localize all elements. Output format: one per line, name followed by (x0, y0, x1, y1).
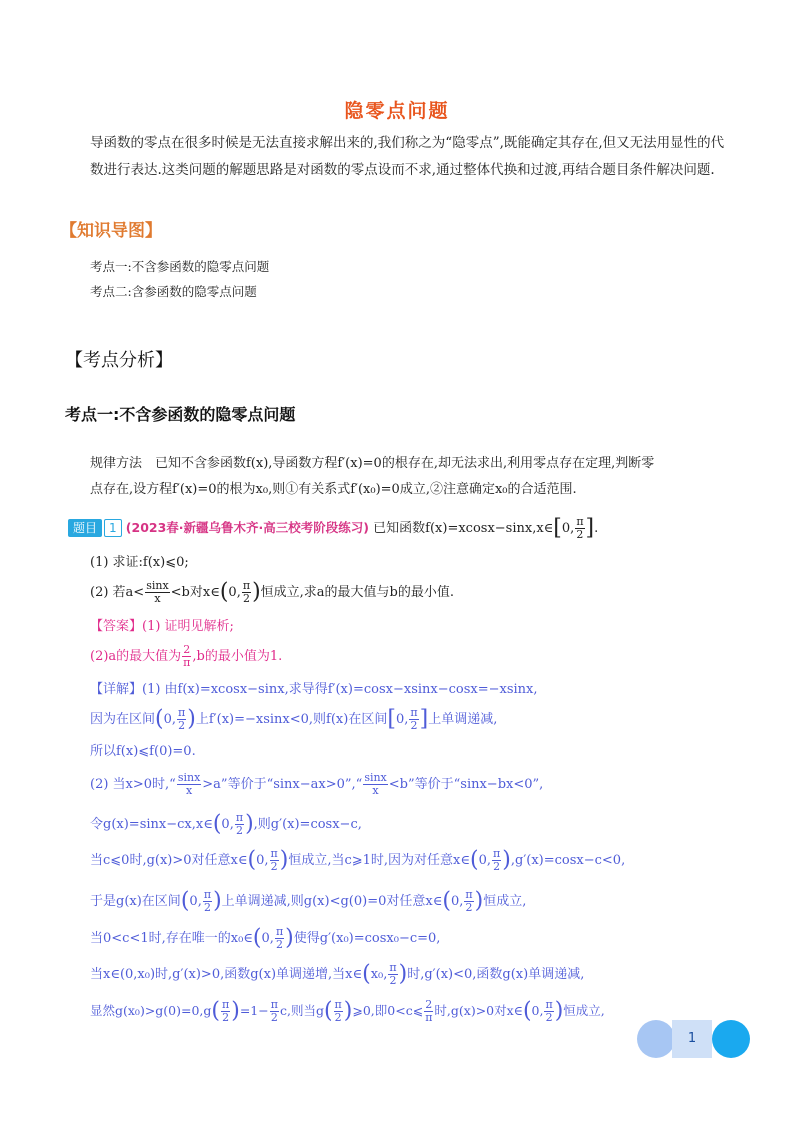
paren-close: ) (554, 998, 564, 1024)
method-line-2: 点存在,设方程f′(x)=0的根为x₀,则①有关系式f′(x₀)=0成立,②注意确定x₀的合适范围. (90, 482, 577, 497)
toc-item-1: 考点一:不含参函数的隐零点问题 (90, 259, 270, 274)
frac-den: 2 (576, 528, 584, 541)
frac-num: π (576, 515, 584, 528)
interval-zero: 0 (478, 853, 487, 868)
paren-open: ( (470, 847, 479, 873)
question-tag: 题目 (68, 519, 102, 537)
interval-zero: 0 (221, 817, 230, 832)
detail-7b: 上单调递减,则g(x)<g(0)=0对任意x∈ (221, 894, 443, 909)
frac-num: π (545, 998, 553, 1011)
detail-10e: 时,g(x)>0对x∈ (434, 1003, 523, 1018)
part-1: (1) 求证:f(x)⩽0; (90, 555, 189, 570)
detail-line-3: 所以f(x)⩽f(0)=0. (90, 744, 196, 759)
detail-2c: 上单调递减, (428, 712, 498, 727)
detail-4a: (2) 当x>0时,“ (90, 777, 176, 792)
frac-num: π (275, 925, 284, 938)
frac-num: π (465, 888, 473, 901)
frac-num: π (493, 847, 501, 860)
answer-2b: ,b的最小值为1. (192, 649, 283, 664)
frac-den: 2 (389, 974, 397, 987)
interval-zero: 0 (228, 585, 237, 600)
part2-c: 恒成立,求a的最大值与b的最小值. (260, 585, 455, 600)
answer-2a: (2)a的最大值为 (90, 649, 182, 664)
detail-2a: 因为在区间 (90, 712, 156, 727)
sinx-over-x (145, 580, 169, 605)
detail-6b: 恒成立,当c⩾1时,因为对任意x∈ (288, 853, 471, 868)
section-analysis: 【考点分析】 (65, 350, 173, 371)
toc-item-2: 考点二:含参函数的隐零点问题 (90, 284, 257, 299)
sinx-over-x (363, 772, 387, 797)
pi-over-2 (242, 580, 251, 605)
detail-6a: 当c⩽0时,g(x)>0对任意x∈ (90, 853, 248, 868)
question-line: 题目 1 (2023春·新疆乌鲁木齐·高三校考阶段练习) 已知函数f(x)=xcosx−sinx,x∈[0, $\frac{\pi}{2}$ ]. (68, 516, 728, 541)
frac-den: 2 (178, 719, 186, 732)
paren-open: ( (211, 998, 220, 1024)
paren-open: ( (219, 579, 229, 605)
detail-line-6: 当c⩽0时,g(x)>0对任意x∈(0, $\frac{\pi}{2}$ )恒成立,当c⩾1时,因为对任意x∈(0, $\frac{\pi}{2}$ ),g′(x)=cosx−c<0, (90, 847, 626, 873)
detail-9b: 时,g′(x)<0,函数g(x)单调递减, (407, 967, 585, 982)
detail-10c: c,则当g (279, 1003, 324, 1018)
frac-den: 2 (276, 938, 284, 951)
detail-line-5: 令g(x)=sinx−cx,x∈(0, $\frac{\pi}{2}$ ),则g′(x)=cosx−c, (90, 811, 362, 837)
detail-line-1: 【详解】(1) 由f(x)=xcosx−sinx,求导得f′(x)=cosx−xsinx−cosx=−xsinx, (90, 682, 538, 697)
interval-open: [ (553, 515, 562, 541)
part2-a: (2) 若a< (90, 585, 145, 600)
frac-den: π (425, 1011, 433, 1024)
detail-5b: ,则g′(x)=cosx−c, (253, 817, 362, 832)
frac-num: π (235, 811, 244, 824)
interval-zero: 0 (531, 1003, 540, 1018)
detail-10b: =1− (239, 1003, 269, 1018)
frac-num: π (203, 888, 212, 901)
detail-line-8: 当0<c<1时,存在唯一的x₀∈(0, $\frac{\pi}{2}$ )使得g′(x₀)=cosx₀−c=0, (90, 925, 441, 951)
pi-over-2 (492, 848, 501, 873)
paren-open: ( (442, 888, 451, 914)
paren-close: ) (398, 961, 408, 987)
frac-num: π (178, 706, 186, 719)
frac-den: x (372, 784, 379, 797)
detail-line-10: 显然g(x₀)>g(0)=0,g( $\frac{\pi}{2}$ )=1− $\frac{\pi}{2}$ c,则当g( $\frac{\pi}{2}$ )⩾0,即0<c⩽ $\frac{2}{\pi}$ 时,g(x)>0对x∈(0, $\frac{\pi}{2}$ )恒成立, (90, 998, 605, 1024)
paren-close: ) (474, 888, 484, 914)
frac-num: π (334, 998, 342, 1011)
bracket-close: ] (419, 706, 429, 732)
detail-10f-text: 恒成立, (563, 1003, 605, 1018)
frac-den: 2 (203, 901, 211, 914)
paren-close: ) (213, 888, 222, 914)
detail-2b: 上f′(x)=−xsinx<0,则f(x)在区间 (195, 712, 388, 727)
detail-5a: 令g(x)=sinx−cx,x∈ (90, 817, 213, 832)
detail-7c: 恒成立, (483, 894, 527, 909)
frac-den: 2 (270, 860, 278, 873)
detail-10a: 显然g(x₀)>g(0)=0,g (90, 1003, 212, 1018)
frac-den: 2 (334, 1011, 342, 1024)
two-over-pi (424, 999, 433, 1024)
paren-open: ( (362, 961, 371, 987)
detail-7a: 于是g(x)在区间 (90, 894, 181, 909)
paren-close: ) (343, 998, 353, 1024)
paren-open: ( (180, 888, 190, 914)
pi-over-2 (177, 707, 186, 732)
paren-close: ) (252, 579, 261, 605)
interval-zero: 0 (450, 894, 460, 909)
paren-open: ( (155, 706, 164, 732)
pi-over-2 (464, 889, 473, 914)
pi-over-2 (575, 516, 584, 541)
pi-over-2 (544, 999, 553, 1024)
interval-zero: 0 (261, 931, 270, 946)
frac-num: π (389, 961, 397, 974)
frac-num: sinx (364, 771, 387, 784)
pi-over-2 (203, 889, 212, 914)
interval-zero: 0 (395, 712, 405, 727)
sinx-over-x (177, 772, 201, 797)
pi-over-2 (275, 926, 284, 951)
detail-line-2: 因为在区间(0, $\frac{\pi}{2}$ )上f′(x)=−xsinx<0,则f(x)在区间[0, $\frac{\pi}{2}$ ]上单调递减, (90, 706, 498, 732)
frac-den: x (154, 592, 161, 605)
question-number: 1 (104, 519, 122, 537)
paren-close: ) (279, 847, 289, 873)
paren-open: ( (212, 811, 222, 837)
question-source: (2023春·新疆乌鲁木齐·高三校考阶段练习) (125, 520, 370, 535)
detail-6c: ,g′(x)=cosx−c<0, (510, 853, 626, 868)
pi-over-2 (235, 812, 244, 837)
part-2: (2) 若a< $\frac{\sin x}{x}$ <b对x∈(0, $\frac{\pi}{2}$ )恒成立,求a的最大值与b的最小值. (90, 579, 455, 605)
frac-num: π (242, 579, 251, 592)
frac-den: 2 (270, 1011, 278, 1024)
detail-4b: >a”等价于“sinx−ax>0”,“ (202, 777, 363, 792)
page-decor-circle-left (637, 1020, 675, 1058)
bracket-open: [ (387, 706, 396, 732)
paren-close: ) (245, 811, 254, 837)
document-title: 隐零点问题 (344, 100, 450, 122)
interval-x0: x₀ (370, 967, 384, 982)
frac-den: 2 (465, 901, 473, 914)
page-decor-circle-right (712, 1020, 750, 1058)
frac-den: 2 (235, 824, 243, 837)
frac-num: π (270, 998, 278, 1011)
frac-den: x (185, 784, 193, 797)
pi-over-2 (270, 848, 279, 873)
frac-den: 2 (222, 1011, 230, 1024)
pi-over-2 (221, 999, 230, 1024)
pi-over-2 (334, 999, 343, 1024)
frac-num: π (270, 847, 278, 860)
frac-num: π (410, 706, 418, 719)
pi-over-2 (409, 707, 418, 732)
frac-num: sinx (146, 579, 169, 592)
interval-zero: 0 (163, 712, 172, 727)
interval-zero: 0 (256, 853, 265, 868)
detail-10d: ⩾0,即0<c⩽ (352, 1003, 424, 1018)
frac-den: 2 (410, 719, 418, 732)
frac-num: π (222, 998, 230, 1011)
interval-close: ] (585, 515, 595, 541)
part2-b: <b对x∈ (170, 585, 220, 600)
frac-den: 2 (242, 592, 250, 605)
method-line-1: 规律方法 已知不含参函数f(x),导函数方程f′(x)=0的根存在,却无法求出,利用零点存在定理,判断零 (90, 456, 655, 471)
two-over-pi (182, 644, 191, 669)
detail-9a: 当x∈(0,x₀)时,g′(x)>0,函数g(x)单调递增,当x∈ (90, 967, 363, 982)
detail-line-7: 于是g(x)在区间(0, $\frac{\pi}{2}$ )上单调递减,则g(x)<g(0)=0对任意x∈(0, $\frac{\pi}{2}$ )恒成立, (90, 888, 527, 914)
answer-line-2 (90, 644, 750, 669)
paren-close: ) (285, 925, 294, 951)
pi-over-2 (388, 962, 397, 987)
paren-close: ) (502, 847, 511, 873)
pi-over-2 (270, 999, 279, 1024)
paren-close: ) (187, 706, 196, 732)
paren-open: ( (247, 847, 257, 873)
intro-paragraph: 导函数的零点在很多时候是无法直接求解出来的,我们称之为“隐零点”,既能确定其存在,但又无法用显性的代数进行表达.这类问题的解题思路是对函数的零点设而不求,通过整体代换和过渡,再结合题目条件解决问题. (90, 135, 725, 178)
detail-line-9: 当x∈(0,x₀)时,g′(x)>0,函数g(x)单调递增,当x∈(x₀, $\frac{\pi}{2}$ )时,g′(x)<0,函数g(x)单调递减, (90, 961, 585, 987)
detail-8b: 使得g′(x₀)=cosx₀−c=0, (293, 931, 441, 946)
point1-heading: 考点一:不含参函数的隐零点问题 (65, 405, 296, 424)
frac-den: π (183, 656, 191, 669)
paren-open: ( (252, 925, 262, 951)
paren-open: ( (522, 998, 532, 1024)
interval-zero: 0 (189, 894, 198, 909)
section-knowledge-map: 【知识导图】 (60, 221, 162, 241)
answer-line-1: 【答案】(1) 证明见解析; (90, 619, 234, 634)
detail-8a: 当0<c<1时,存在唯一的x₀∈ (90, 931, 253, 946)
frac-num: 2 (183, 643, 191, 656)
frac-den: 2 (545, 1011, 553, 1024)
question-stem: 已知函数f(x)=xcosx−sinx,x∈ (373, 521, 554, 536)
interval-zero: 0 (561, 521, 571, 536)
paren-close: ) (231, 998, 240, 1024)
page-number: 1 (672, 1020, 712, 1058)
frac-num: sinx (177, 771, 201, 784)
frac-den: 2 (493, 860, 501, 873)
detail-4c: <b”等价于“sinx−bx<0”, (388, 777, 544, 792)
paren-open: ( (323, 998, 333, 1024)
frac-num: 2 (425, 998, 433, 1011)
detail-line-4 (90, 772, 750, 797)
